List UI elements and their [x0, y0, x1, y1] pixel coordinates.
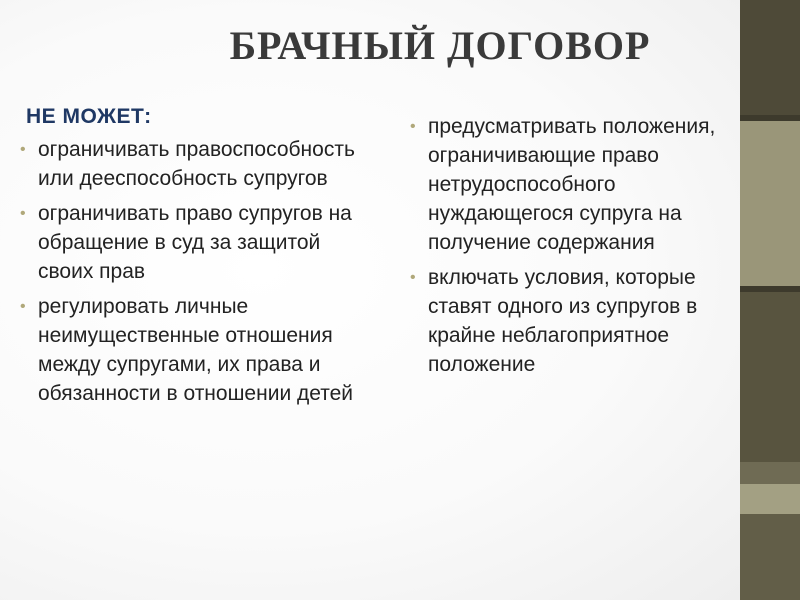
right-bullet-list [410, 112, 755, 379]
list-item-text: ограничивать право супругов на обращение в суд за защитой своих прав [38, 202, 352, 283]
left-bullet-list [20, 135, 360, 408]
side-band-segment [740, 484, 800, 514]
bullet-icon: • [20, 298, 26, 315]
list-item [20, 199, 360, 286]
bullet-icon: • [20, 205, 26, 222]
list-item-text: предусматривать положения, ограничивающие право нетрудоспособного нуждающегося супруга на получение содержания [428, 115, 716, 254]
bullet-icon: • [20, 141, 26, 158]
list-item-text: ограничивать правоспособность или дееспособность супругов [38, 138, 355, 190]
side-band-segment [740, 462, 800, 484]
list-item [410, 263, 755, 379]
left-column [20, 105, 360, 414]
bullet-icon: • [410, 269, 416, 286]
side-band-segment [740, 0, 800, 115]
list-item [20, 292, 360, 408]
list-item [410, 112, 755, 257]
list-item-text: регулировать личные неимущественные отношения между супругами, их права и обязанности в отношении детей [38, 295, 354, 405]
bullet-icon: • [410, 118, 416, 135]
section-heading: НЕ МОЖЕТ: [26, 105, 152, 128]
list-item [20, 135, 360, 193]
list-item-text: включать условия, которые ставят одного из супругов в крайне неблагоприятное положение [428, 266, 698, 376]
side-band-segment [740, 514, 800, 600]
slide-title: БРАЧНЫЙ ДОГОВОР [229, 23, 651, 68]
right-column [410, 112, 755, 385]
